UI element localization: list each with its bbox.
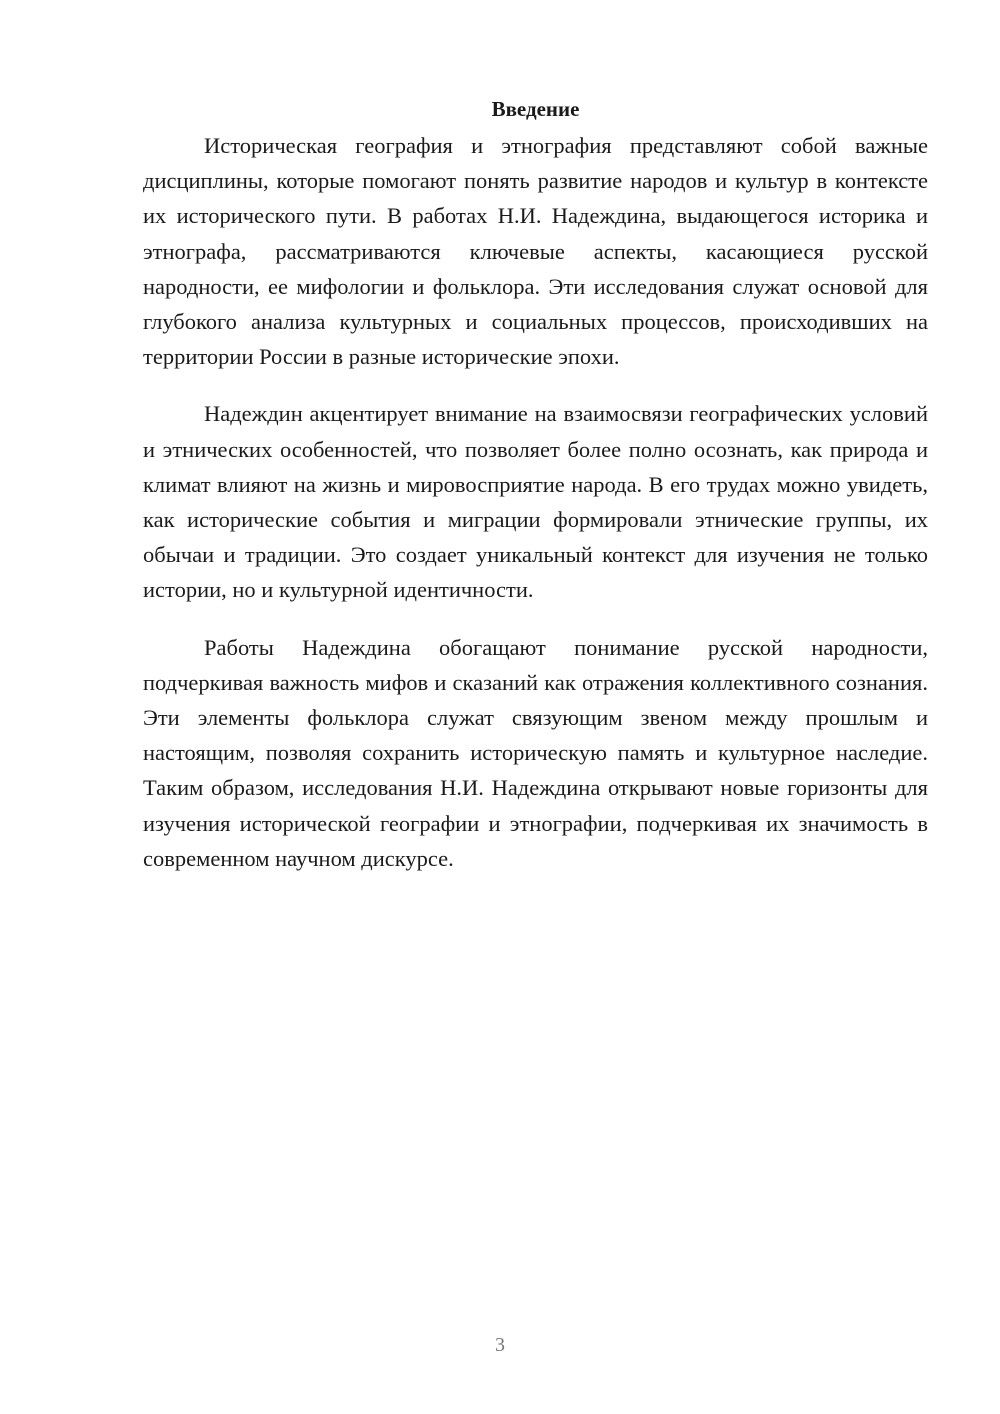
- page-number: 3: [495, 1334, 505, 1356]
- document-page: [143, 92, 928, 898]
- paragraph-3: Работы Надеждина обогащают понимание русской народности, подчеркивая важность мифов и сказаний как отражения коллективного сознания. Эти элементы фольклора служат связующим звеном между прошлым и настоящим, позволяя сохранить историческую память и культурное наследие. Таким образом, исследования Н.И. Надеждина открывают новые горизонты для изучения исторической географии и этнографии, подчеркивая их значимость в современном научном дискурсе.: [143, 634, 928, 871]
- paragraph-2: Надеждин акцентирует внимание на взаимосвязи географических условий и этнических особенностей, что позволяет более полно осознать, как природа и климат влияют на жизнь и мировосприятие народа. В его трудах можно увидеть, как исторические события и миграции формировали этнические группы, их обычаи и традиции. Это создает уникальный контекст для изучения не только истории, но и культурной идентичности.: [143, 401, 928, 603]
- paragraph-1: Историческая география и этнография представляют собой важные дисциплины, которые помогают понять развитие народов и культур в контексте их исторического пути. В работах Н.И. Надеждина, выдающегося историка и этнографа, рассматриваются ключевые аспекты, касающиеся русской народности, ее мифологии и фольклора. Эти исследования служат основой для глубокого анализа культурных и социальных процессов, происходивших на территории России в разные исторические эпохи.: [143, 133, 928, 370]
- section-heading: Введение: [491, 97, 580, 121]
